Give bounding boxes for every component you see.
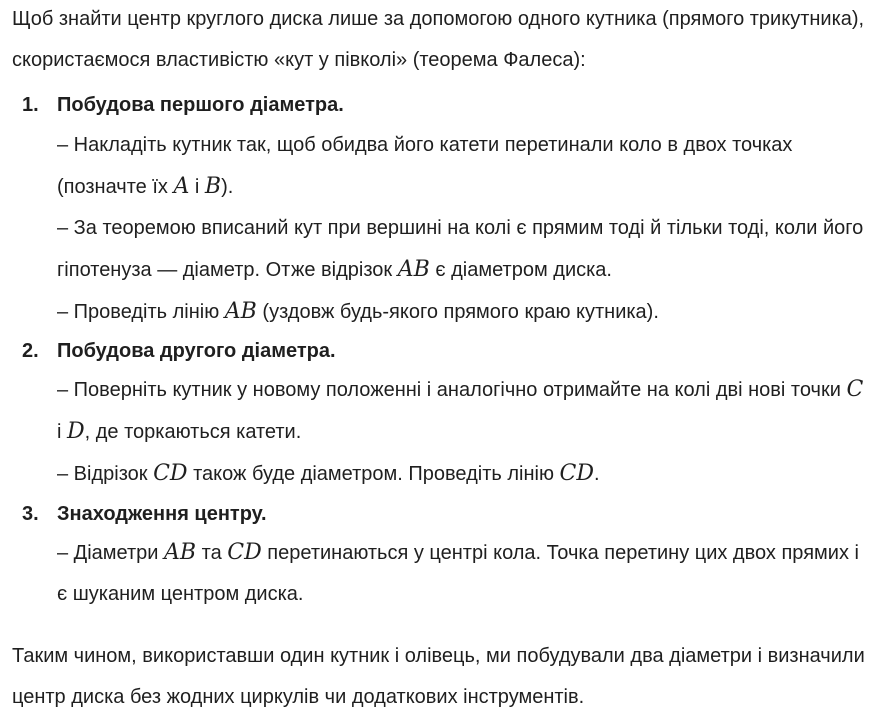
line-text: – Накладіть кутник так, щоб обидва його катети перетинали коло в двох точках (позначте їх xyxy=(57,134,793,198)
step-body xyxy=(57,125,872,333)
math-symbol: B xyxy=(204,174,222,199)
math-symbol: CD xyxy=(153,461,188,486)
line-text: також буде діаметром. Проведіть лінію xyxy=(187,463,560,485)
math-symbol: AB xyxy=(397,257,430,282)
line-text: ). xyxy=(221,176,234,198)
math-symbol: D xyxy=(67,419,85,444)
math-symbol: C xyxy=(846,377,864,402)
line-text: і xyxy=(189,176,205,198)
line-text: (уздовж будь-якого прямого краю кутника). xyxy=(256,301,659,323)
step-line xyxy=(57,125,872,208)
line-text: – Проведіть лінію xyxy=(57,301,225,323)
line-text: є діаметром диска. xyxy=(429,259,612,281)
step-line xyxy=(57,369,872,453)
line-text: – Поверніть кутник у новому положенні і аналогічно отримайте на колі дві нові точки xyxy=(57,379,847,401)
intro-paragraph: Щоб знайти центр круглого диска лише за допомогою одного кутника (прямого трикутника), скористаємося властивістю «кут у півколі» (теорема Фалеса): xyxy=(12,8,865,71)
step-line xyxy=(57,532,872,615)
step-body xyxy=(57,369,872,495)
step-number: 3. xyxy=(22,503,39,525)
math-symbol: CD xyxy=(227,540,262,565)
step-body xyxy=(57,532,872,615)
line-text: та xyxy=(196,542,228,564)
math-symbol: AB xyxy=(164,540,197,565)
step-line xyxy=(57,208,872,291)
math-symbol: CD xyxy=(559,461,594,486)
line-text: – Діаметри xyxy=(57,542,165,564)
step-number: 1. xyxy=(22,94,39,116)
conclusion-paragraph: Таким чином, використавши один кутник і олівець, ми побудували два діаметри і визначили центр диска без жодних циркулів чи додаткових інструментів. xyxy=(12,645,865,708)
step-line xyxy=(57,453,872,495)
line-text: – Відрізок xyxy=(57,463,154,485)
line-text: – За теоремою вписаний кут при вершині на колі є прямим тоді й тільки тоді, коли його гіпотенуза — діаметр. Отже відрізок xyxy=(57,217,864,281)
math-symbol: AB xyxy=(224,299,257,324)
step-line xyxy=(57,291,872,333)
step-title: Побудова другого діаметра. xyxy=(57,340,336,362)
line-text: перетинаються у центрі кола. Точка перетину цих двох прямих і є шуканим центром диска. xyxy=(57,542,859,605)
step-title: Знаходження центру. xyxy=(57,503,267,525)
line-text: , де торкаються катети. xyxy=(84,421,302,443)
line-text: . xyxy=(594,463,600,485)
math-symbol: A xyxy=(173,174,190,199)
step-title: Побудова першого діаметра. xyxy=(57,94,344,116)
line-text: і xyxy=(57,421,67,443)
step-number: 2. xyxy=(22,340,39,362)
